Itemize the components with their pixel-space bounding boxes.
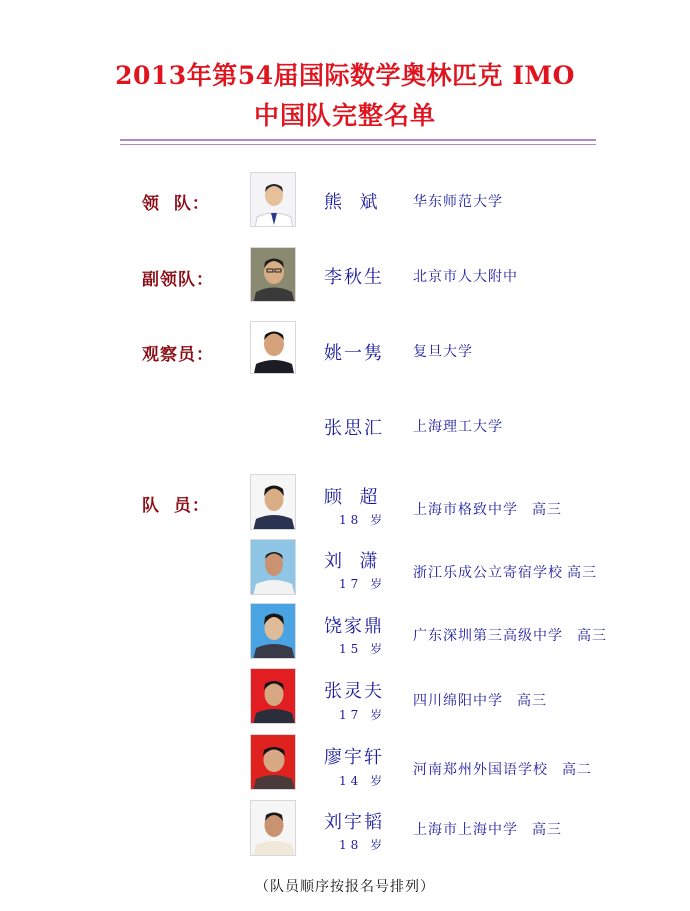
member-school: 四川绵阳中学 高三 xyxy=(413,693,547,709)
member-name: 廖宇轩 xyxy=(324,747,384,768)
member-school: 浙江乐成公立寄宿学校 高三 xyxy=(413,565,597,581)
title-divider xyxy=(120,139,596,141)
deputy-org: 北京市人大附中 xyxy=(413,269,518,285)
role-leader-label: 领 队： xyxy=(142,194,210,214)
member-school: 上海市上海中学 高三 xyxy=(413,822,562,838)
title-line-2: 中国队完整名单 xyxy=(253,101,436,130)
observer-name-2: 张思汇 xyxy=(324,418,384,439)
member-name: 刘 潇 xyxy=(324,551,380,572)
leader-photo xyxy=(250,172,296,227)
member-name: 饶家鼎 xyxy=(324,616,384,637)
member-photo xyxy=(250,474,296,530)
observer-photo xyxy=(250,321,296,374)
member-photo xyxy=(250,734,296,790)
role-deputy-label: 副领队： xyxy=(142,270,214,290)
observer-name-1: 姚一隽 xyxy=(324,343,384,364)
member-photo xyxy=(250,603,296,659)
role-observer-label: 观察员： xyxy=(142,345,214,365)
member-age: 17 岁 xyxy=(339,577,387,591)
member-name: 顾 超 xyxy=(324,487,380,508)
footer-note: （队员顺序按报名号排列） xyxy=(255,879,435,895)
member-school: 上海市格致中学 高三 xyxy=(413,502,562,518)
observer-org-1: 复旦大学 xyxy=(413,344,473,360)
deputy-name: 李秋生 xyxy=(324,267,384,288)
observer-org-2: 上海理工大学 xyxy=(413,419,503,435)
member-name: 张灵夫 xyxy=(324,681,384,702)
member-age: 14 岁 xyxy=(339,774,387,788)
member-age: 18 岁 xyxy=(339,513,387,527)
member-photo xyxy=(250,800,296,856)
leader-name: 熊 斌 xyxy=(324,192,380,213)
member-photo xyxy=(250,539,296,595)
title-divider-thin xyxy=(120,144,596,145)
title-line-1: 2013年第54届国际数学奥林匹克 IMO xyxy=(115,61,575,90)
member-school: 广东深圳第三高级中学 高三 xyxy=(413,628,607,644)
deputy-photo xyxy=(250,247,296,302)
member-age: 17 岁 xyxy=(339,708,387,722)
leader-org: 华东师范大学 xyxy=(413,194,503,210)
role-members-label: 队 员： xyxy=(142,496,210,516)
member-school: 河南郑州外国语学校 高二 xyxy=(413,762,592,778)
member-age: 18 岁 xyxy=(339,838,387,852)
member-photo xyxy=(250,668,296,724)
member-name: 刘宇韬 xyxy=(324,812,384,833)
member-age: 15 岁 xyxy=(339,642,387,656)
